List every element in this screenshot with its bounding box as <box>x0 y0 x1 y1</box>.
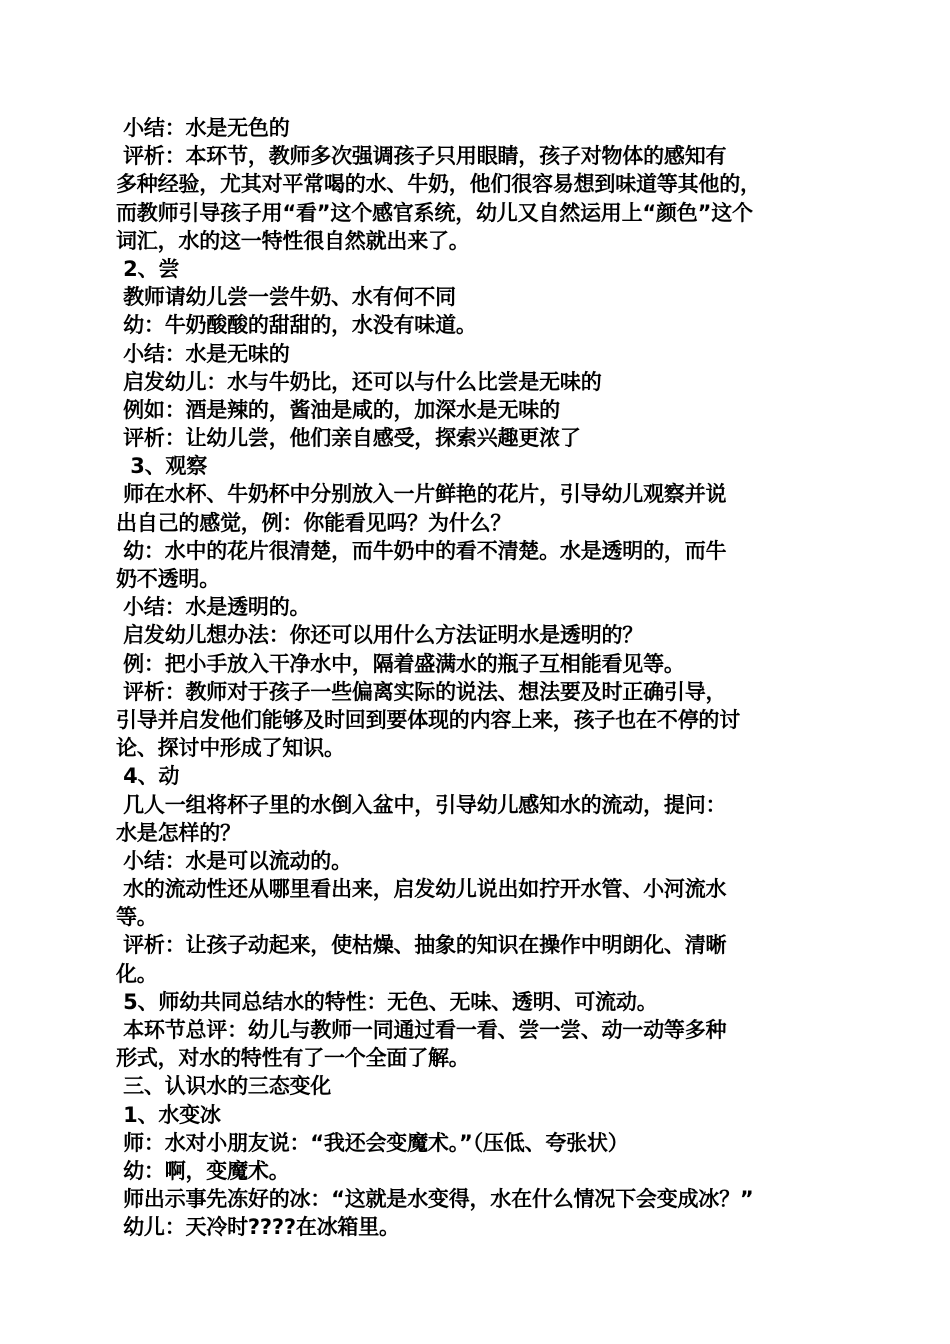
text-line: 教师请幼儿尝一尝牛奶、水有何不同 <box>116 285 456 310</box>
document-body <box>116 114 856 1242</box>
text-line: 评析：让孩子动起来，使枯燥、抽象的知识在操作中明朗化、清晰 <box>116 933 727 958</box>
section-heading: 三、认识水的三态变化 <box>116 1074 332 1099</box>
text-line: 幼：牛奶酸酸的甜甜的，水没有味道。 <box>116 313 477 338</box>
text-line: 几人一组将杯子里的水倒入盆中，引导幼儿感知水的流动，提问： <box>116 792 727 817</box>
text-line: 幼儿：天冷时????在冰箱里。 <box>116 1215 400 1240</box>
text-line: 词汇，水的这一特性很自然就出来了。 <box>116 228 470 253</box>
text-line: 例：把小手放入干净水中，隔着盛满水的瓶子互相能看见等。 <box>116 651 685 676</box>
section-heading: 1、水变冰 <box>116 1102 221 1127</box>
text-line: 评析：教师对于孩子一些偏离实际的说法、想法要及时正确引导， <box>116 679 727 704</box>
text-line: 多种经验，尤其对平常喝的水、牛奶，他们很容易想到味道等其他的， <box>116 172 761 197</box>
text-line: 等。 <box>116 905 158 930</box>
text-line: 化。 <box>116 961 158 986</box>
text-line: 小结：水是透明的。 <box>116 595 311 620</box>
text-line: 师在水杯、牛奶杯中分别放入一片鲜艳的花片，引导幼儿观察并说 <box>116 482 727 507</box>
section-heading: 2、尝 <box>116 256 180 281</box>
text-line: 而教师引导孩子用“看”这个感官系统，幼儿又自然运用上“颜色”这个 <box>116 200 753 225</box>
text-line: 小结：水是可以流动的。 <box>116 848 352 873</box>
text-line: 引导并启发他们能够及时回到要体现的内容上来，孩子也在不停的讨 <box>116 707 740 732</box>
text-line: 小结：水是无色的 <box>116 116 290 140</box>
text-line: 启发幼儿想办法：你还可以用什么方法证明水是透明的？ <box>116 623 644 648</box>
text-line: 本环节总评：幼儿与教师一同通过看一看、尝一尝、动一动等多种 <box>116 1018 727 1042</box>
section-heading: 5、师幼共同总结水的特性：无色、无味、透明、可流动。 <box>116 989 658 1014</box>
text-line: 评析：本环节，教师多次强调孩子只用眼睛，孩子对物体的感知有 <box>116 144 727 169</box>
text-line: 小结：水是无味的 <box>116 341 290 366</box>
text-line: 评析：让幼儿尝，他们亲自感受，探索兴趣更浓了 <box>116 426 581 451</box>
text-line: 论、探讨中形成了知识。 <box>116 736 345 761</box>
text-line: 出自己的感觉，例：你能看见吗？为什么？ <box>116 510 512 535</box>
text-line: 形式，对水的特性有了一个全面了解。 <box>116 1046 470 1071</box>
text-line: 水是怎样的？ <box>116 820 241 845</box>
text-line: 幼：啊，变魔术。 <box>116 1158 290 1183</box>
text-line: 奶不透明。 <box>116 567 220 591</box>
text-line: 例如：酒是辣的，酱油是咸的，加深水是无味的 <box>116 397 560 422</box>
section-heading: 3、观察 <box>116 454 208 479</box>
text-line: 师：水对小朋友说：“我还会变魔术。”（压低、夸张状） <box>116 1130 629 1155</box>
text-line: 师出示事先冻好的冰：“这就是水变得，水在什么情况下会变成冰？” <box>116 1187 754 1212</box>
text-line: 水的流动性还从哪里看出来，启发幼儿说出如拧开水管、小河流水 <box>116 877 727 902</box>
text-line: 幼：水中的花片很清楚，而牛奶中的看不清楚。水是透明的，而牛 <box>116 538 727 563</box>
text-line: 启发幼儿：水与牛奶比，还可以与什么比尝是无味的 <box>116 369 602 394</box>
section-heading: 4、动 <box>116 764 180 789</box>
